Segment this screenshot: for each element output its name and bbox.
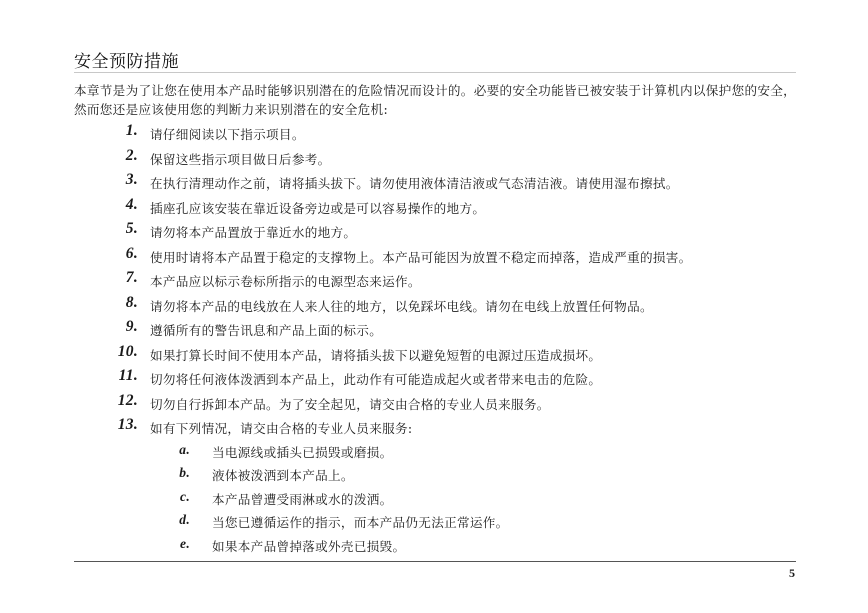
sub-list-item: [0, 440, 868, 464]
item-number: 8.: [125, 293, 138, 311]
item-number: 13.: [117, 416, 138, 433]
item-text: 保留这些指示项目做日后参考。: [150, 151, 331, 167]
sub-item-text: 当电源线或插头已损毁或磨损。: [212, 444, 393, 460]
item-number: 5.: [125, 220, 138, 237]
footer-divider: [74, 561, 796, 562]
sub-item-letter: b.: [179, 465, 190, 480]
item-text: 在执行清理动作之前，请将插头拔下。请勿使用液体清洁液或气态清洁液。请使用湿布擦拭。: [150, 176, 679, 191]
sub-item-letter: d.: [179, 512, 190, 527]
list-item: [0, 195, 868, 220]
item-text: 切勿自行拆卸本产品。为了安全起见，请交由合格的专业人员来服务。: [150, 396, 550, 412]
sub-item-text: 如果本产品曾掉落或外壳已损毁。: [212, 538, 406, 554]
sub-list-item: [0, 534, 868, 558]
list-item: [0, 366, 868, 391]
intro-paragraph: 本章节是为了让您在使用本产品时能够识别潜在的危险情况而设计的。必要的安全功能皆已被安装于计算机内以保护您的安全，然而您还是应该使用您的判断力来识别潜在的安全危机:: [74, 83, 797, 117]
item-text: 请勿将本产品置放于靠近水的地方。: [150, 225, 357, 240]
sub-item-text: 当您已遵循运作的指示，而本产品仍无法正常运作。: [212, 515, 509, 530]
item-text: 本产品应以标示卷标所指示的电源型态来运作。: [150, 274, 421, 289]
item-text: 插座孔应该安装在靠近设备旁边或是可以容易操作的地方。: [150, 200, 486, 216]
list-item: [0, 293, 868, 318]
item-number: 1.: [125, 122, 138, 139]
list-item: [0, 146, 868, 171]
item-number: 4.: [125, 195, 138, 213]
list-item: [0, 342, 868, 367]
item-text: 如果打算长时间不使用本产品，请将插头拔下以避免短暂的电源过压造成损坏。: [150, 347, 602, 363]
item-number: 12.: [117, 391, 138, 409]
precautions-list: [0, 121, 868, 557]
item-number: 6.: [125, 244, 138, 262]
sub-item-letter: c.: [180, 488, 190, 504]
title-divider: [74, 72, 796, 73]
item-number: 3.: [125, 171, 138, 188]
sub-item-text: 本产品曾遭受雨淋或水的泼洒。: [212, 491, 393, 507]
list-item: [0, 219, 868, 244]
sub-item-letter: a.: [179, 441, 190, 457]
list-item: [0, 415, 868, 440]
list-item: [0, 170, 868, 195]
item-number: 9.: [125, 318, 138, 335]
list-item: [0, 391, 868, 416]
page-number: 5: [789, 566, 795, 580]
item-number: 10.: [117, 342, 138, 360]
sub-item-text: 液体被泼洒到本产品上。: [212, 468, 354, 483]
item-number: 7.: [125, 269, 138, 286]
list-item: [0, 317, 868, 342]
list-item: [0, 244, 868, 269]
sub-list-item: [0, 487, 868, 511]
item-text: 使用时请将本产品置于稳定的支撑物上。本产品可能因为放置不稳定而掉落，造成严重的损害。: [150, 249, 692, 265]
sub-list-item: [0, 510, 868, 534]
item-text: 遵循所有的警告讯息和产品上面的标示。: [150, 323, 383, 338]
item-text: 请勿将本产品的电线放在人来人往的地方，以免踩坏电线。请勿在电线上放置任何物品。: [150, 298, 653, 314]
item-number: 2.: [125, 146, 138, 164]
item-text: 如有下列情况，请交由合格的专业人员来服务:: [150, 421, 413, 436]
item-text: 请仔细阅读以下指示项目。: [150, 127, 305, 142]
item-text: 切勿将任何液体泼洒到本产品上，此动作有可能造成起火或者带来电击的危险。: [150, 372, 602, 387]
item-number: 11.: [118, 367, 138, 384]
page-title: 安全预防措施: [74, 52, 179, 72]
sub-item-letter: e.: [180, 535, 190, 551]
list-item: [0, 268, 868, 293]
sub-list-item: [0, 463, 868, 487]
list-item: [0, 121, 868, 146]
